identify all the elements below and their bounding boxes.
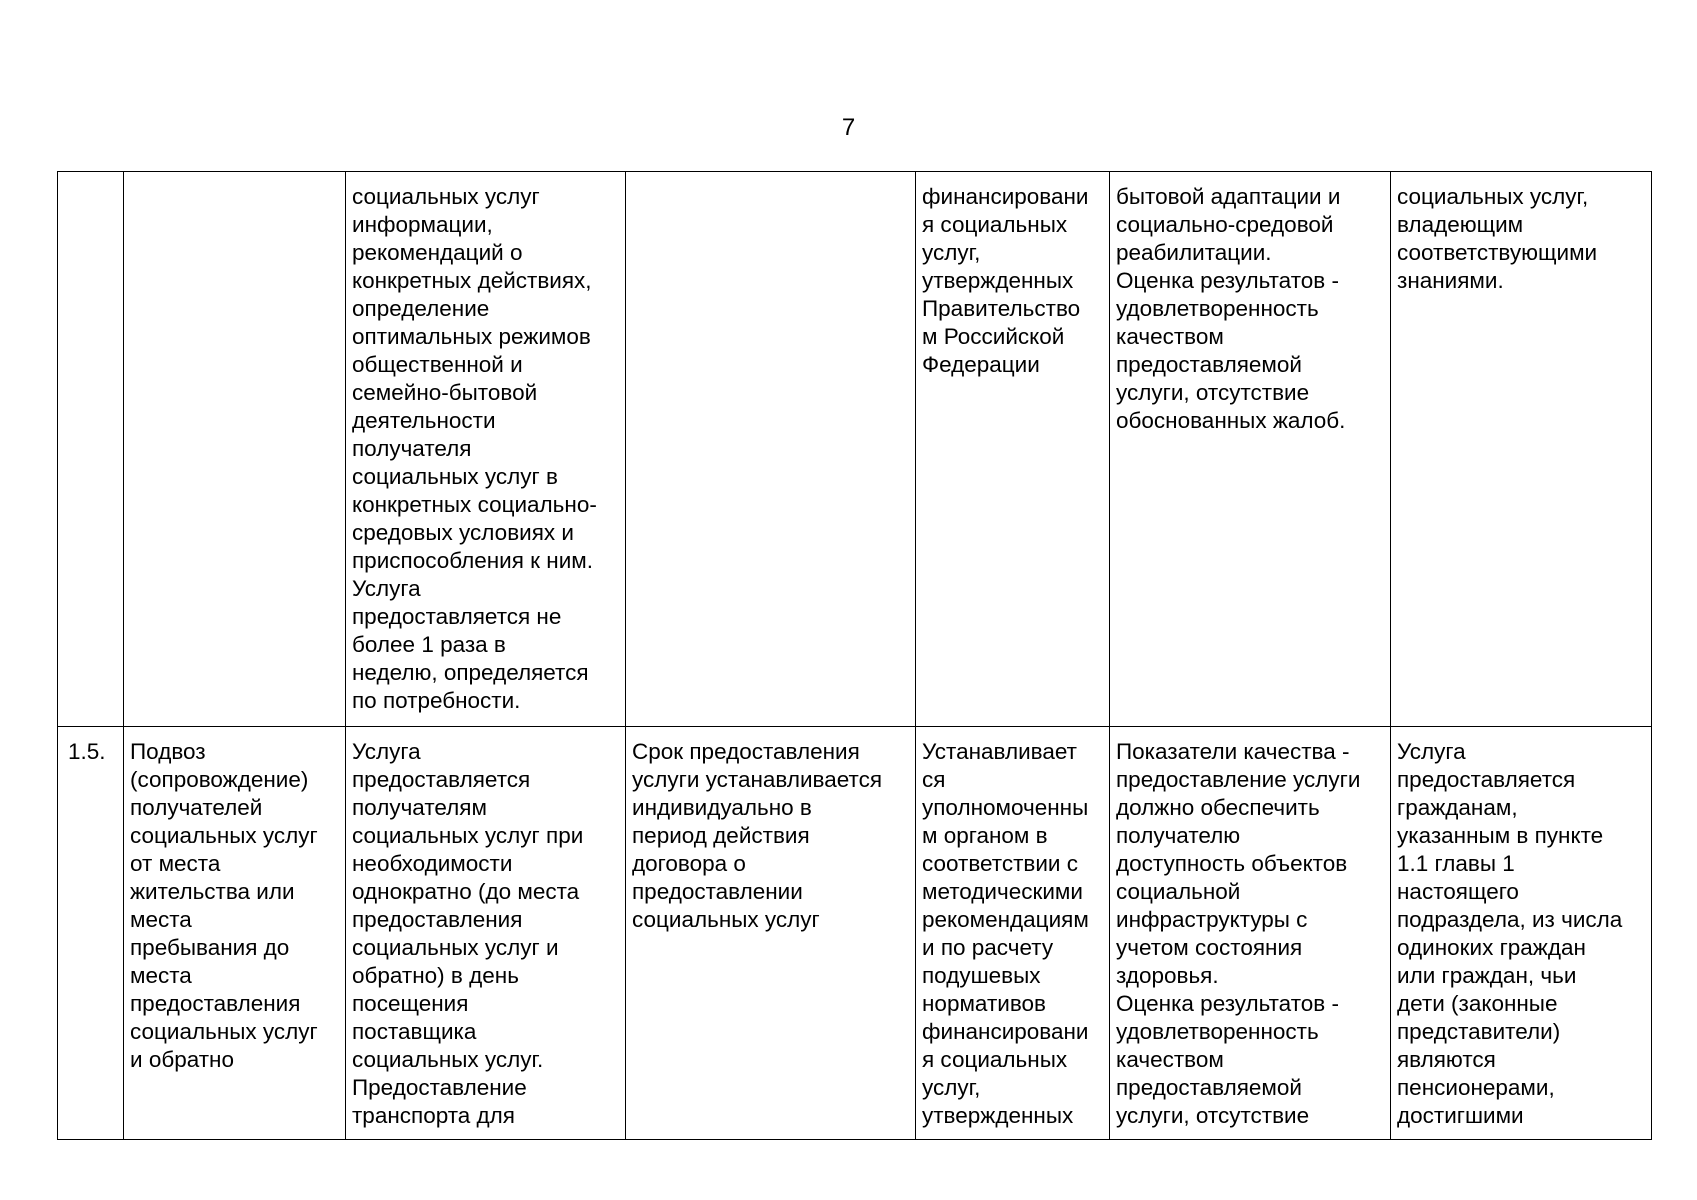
cell-conditions: Услуга предоставляется гражданам, указанным в пункте 1.1 главы 1 настоящего подраздела, из числа одиноких граждан или граждан, чьи дети (законные представители) являются пенсионерами, достигшими: [1391, 727, 1652, 1140]
services-table: [57, 171, 1652, 1140]
cell-cost: Устанавливает ся уполномоченны м органом в соответствии с методическими рекомендациям и по расчету подушевых нормативов финансировани я социальных услуг, утвержденных: [916, 727, 1110, 1140]
cell-number: 1.5.: [58, 727, 124, 1140]
cell-service-name: Подвоз (сопровождение) получателей социальных услуг от места жительства или места пребывания до места предоставления социальных услуг и обратно: [124, 727, 346, 1140]
cell-cost: финансировани я социальных услуг, утвержденных Правительство м Российской Федерации: [916, 172, 1110, 727]
cell-number: [58, 172, 124, 727]
table-row: [58, 172, 1652, 727]
page-number: 7: [841, 114, 856, 141]
cell-quality: Показатели качества - предоставление услуги должно обеспечить получателю доступность объектов социальной инфраструктуры с учетом состояния здоровья. Оценка результатов - удовлетворенность качеством предоставляемой услуги, отсутствие: [1110, 727, 1391, 1140]
table-row: [58, 727, 1652, 1140]
cell-description: социальных услуг информации, рекомендаций о конкретных действиях, определение оптимальных режимов общественной и семейно-бытовой деятельности получателя социальных услуг в конкретных социально- средовых условиях и приспособления к ним. Услуга предоставляется не более 1 раза в неделю, определяется по потребности.: [346, 172, 626, 727]
cell-quality: бытовой адаптации и социально-средовой реабилитации. Оценка результатов - удовлетворенность качеством предоставляемой услуги, отсутствие обоснованных жалоб.: [1110, 172, 1391, 727]
cell-service-name: [124, 172, 346, 727]
cell-term: Срок предоставления услуги устанавливается индивидуально в период действия договора о предоставлении социальных услуг: [626, 727, 916, 1140]
cell-conditions: социальных услуг, владеющим соответствующими знаниями.: [1391, 172, 1652, 727]
cell-description: Услуга предоставляется получателям социальных услуг при необходимости однократно (до места предоставления социальных услуг и обратно) в день посещения поставщика социальных услуг. Предоставление транспорта для: [346, 727, 626, 1140]
cell-term: [626, 172, 916, 727]
